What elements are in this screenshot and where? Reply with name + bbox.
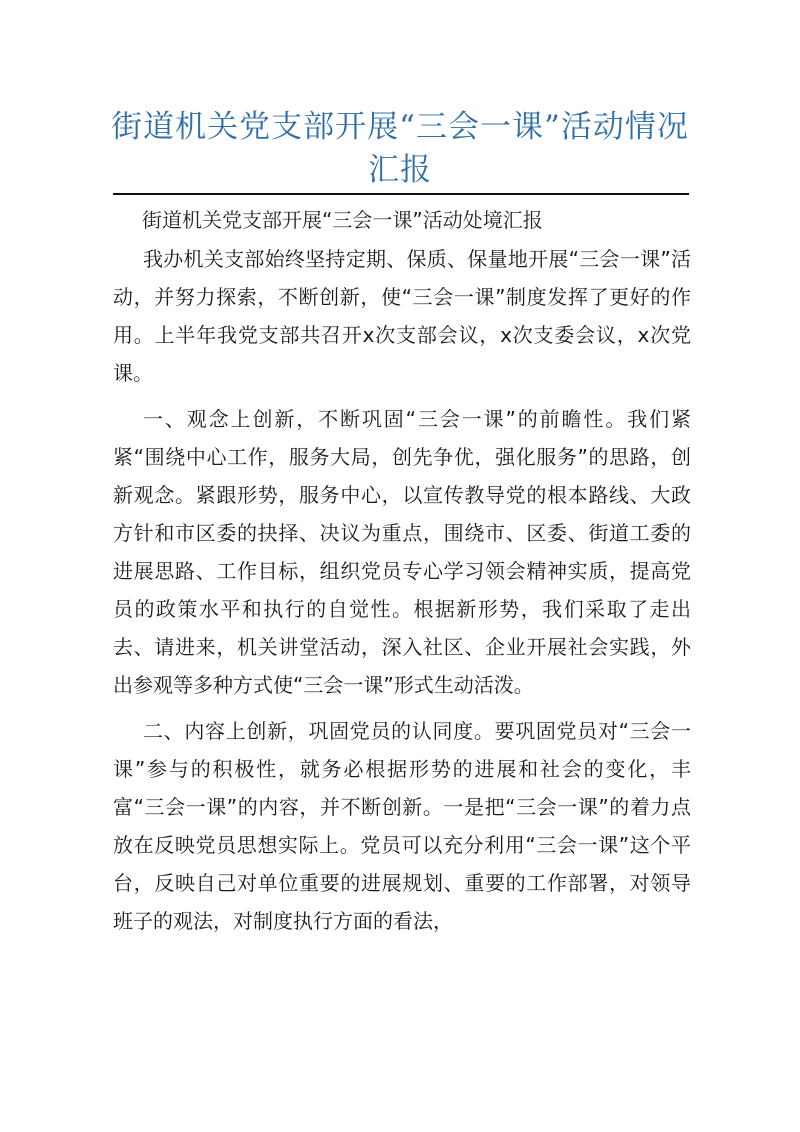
document-body (113, 240, 691, 940)
title-divider (113, 193, 689, 195)
paragraph-intro: 我办机关支部始终坚持定期、保质、保量地开展“三会一课”活动，并努力探索，不断创新，使“三会一课”制度发挥了更好的作用。上半年我党支部共召开x次支部会议，x次支委会议，x次党课。 (113, 247, 691, 385)
paragraph-section-1: 一、观念上创新，不断巩固“三会一课”的前瞻性。我们紧紧“围绕中心工作，服务大局，创先争优，强化服务”的思路，创新观念。紧跟形势，服务中心，以宣传教导党的根本路线、大政方针和市区委的抉择、决议为重点，围绕市、区委、街道工委的进展思路、工作目标，组织党员专心学习领会精神实质，提高党员的政策水平和执行的自觉性。根据新形势，我们采取了走出去、请进来，机关讲堂活动，深入社区、企业开展社会实践，外出参观等多种方式使“三会一课”形式生动活泼。 (113, 407, 691, 697)
document-title-line-2: 汇报 (368, 152, 432, 188)
paragraph-section-2: 二、内容上创新，巩固党员的认同度。要巩固党员对“三会一课”参与的积极性，就务必根据形势的进展和社会的变化，丰富“三会一课”的内容，并不断创新。一是把“三会一课”的着力点放在反映党员思想实际上。党员可以充分利用“三会一课”这个平台，反映自己对单位重要的进展规划、重要的工作部署，对领导班子的观法，对制度执行方面的看法， (113, 719, 691, 933)
document-subtitle: 街道机关党支部开展“三会一课”活动处境汇报 (142, 208, 543, 232)
document-title-line-1: 街道机关党支部开展“三会一课”活动情况 (111, 109, 689, 145)
